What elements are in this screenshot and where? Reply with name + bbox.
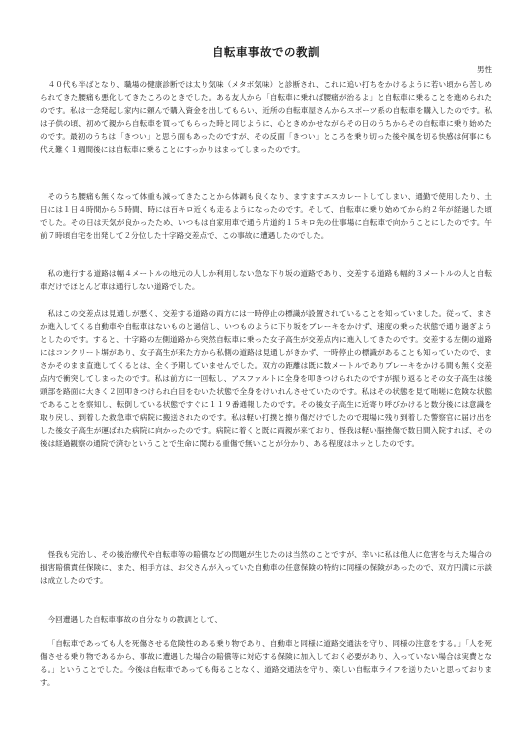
paragraph-4: 私はこの交差点は見通しが悪く、交差する道路の両方には一時停止の標識が設置されていることを知っていました。従って、まさか進入してくる自動車や自転車はないものと過信し、いつものように下り坂をブレーキをかけず、速度の乗った状態で通り過ぎようとしたのです。すると、十字路の左側道路から突然自転車に乗った女子高生が交差点内に進入してきたのです。交差する左側の道路にはコンクリート塀があり、女子高生が来た方から私側の道路は見通しがきかず、一時停止の標識があることも知っていたので、まさかそのまま直進してくるとは、全く予期していませんでした。双方の距離は既に数メートルでありブレーキをかける間も無く交差点内で衝突してしまったのです。私は前方に一回転し、アスファルトに全身を叩きつけられたのですが振り返るとその女子高生は後頭部を路面に大きく２回叩きつけられ白目をむいた状態で全身をけいれんさせていたのです。私はその状態を見て咄嗟に危険な状態であることを察知し、転倒している状態ですぐに１１９番通報したのです。その後女子高生に近寄り呼びかけると数分後には意識を取り戻し、到着した救急車で病院に搬送されたのです。私は軽い打撲と擦り傷だけでしたので現場に残り到着した警察官に届け出をした後女子高生が運ばれた病院に向かったのです。病院に着くと既に両親が来ており、怪我は軽い脳挫傷で数日間入院すれば、その後は経過観察の通院で済むということで生命に関わる重傷で無いことが分かり、ある程度はホッとしたのです。 [40,309,492,448]
document-title: 自転車事故での教訓 [212,45,320,59]
author-label: 男性 [477,65,492,74]
paragraph-7: 「自転車であっても人を死傷させる危険性のある乗り物であり、自動車と同様に道路交通法を守り、同様の注意をする。」「人を死傷させる乗り物であるから、事故に遭遇した場合の賠償等に対応する保険に加入しておく必要があり、入っていない場合は実費となる。」ということでした。今後は自転車であっても侮ることなく、道路交通法を守り、楽しい自転車ライフを送りたいと思っております。 [40,639,492,687]
paragraph-3: 私の進行する道路は幅４メートルの地元の人しか利用しない急な下り坂の道路であり、交差する道路も幅約３メートルの人と自転車だけでほとんど車は通行しない道路でした。 [40,269,492,291]
paragraph-2: そのうち腰痛も無くなって体重も減ってきたことから体調も良くなり、ますますエスカレートしてしまい、通勤で使用したり、土日には１日４時間から５時間、時には百キロ近くも走るようになったのです。そして、自転車に乗り始めてから約２年が経過した頃でした。その日は天気が良かったため、いつもは自家用車で通う片道約１５キロ先の仕事場に自転車で向かうことにしたのです。午前７時頃自宅を出発して２分位した十字路交差点で、この事故に遭遇したのでした。 [40,192,492,240]
paragraph-1: ４０代も半ばとなり、職場の健康診断では太り気味（メタボ気味）と診断され、これに追い打ちをかけるように若い頃から苦しめられてきた腰痛も悪化してきたころのときでした。ある友人から「自転車に乗れば腰痛が治るよ」と自転車に乗ることを進められたのです。私は一念発起し家内に頼んで購入資金を出してもらい、近所の自転車屋さんからスポーツ系の自転車を購入したのです。私は子供の頃、初めて親から自転車を買ってもらった時と同じように、心ときめかせながらその日のうちからその自転車に乗り始めたのです。最初のうちは「きつい」と思う面もあったのですが、その反面「きつい」ところを乗り切った後や風を切る快感は何事にも代え難く１週間後には自転車に乗ることにすっかりはまってしまったのです。 [40,80,492,154]
paragraph-5: 怪我も完治し、その後治療代や自転車等の賠償などの問題が生じたのは当然のことですが、幸いに私は他人に危害を与えた場合の損害賠償責任保険に、また、相手方は、お父さんが入っていた自動車の任意保険の特約に同様の保険があったので、双方円満に示談は成立したのです。 [40,550,492,585]
paragraph-6: 今回遭遇した自転車事故の自分なりの教訓として、 [47,615,223,624]
